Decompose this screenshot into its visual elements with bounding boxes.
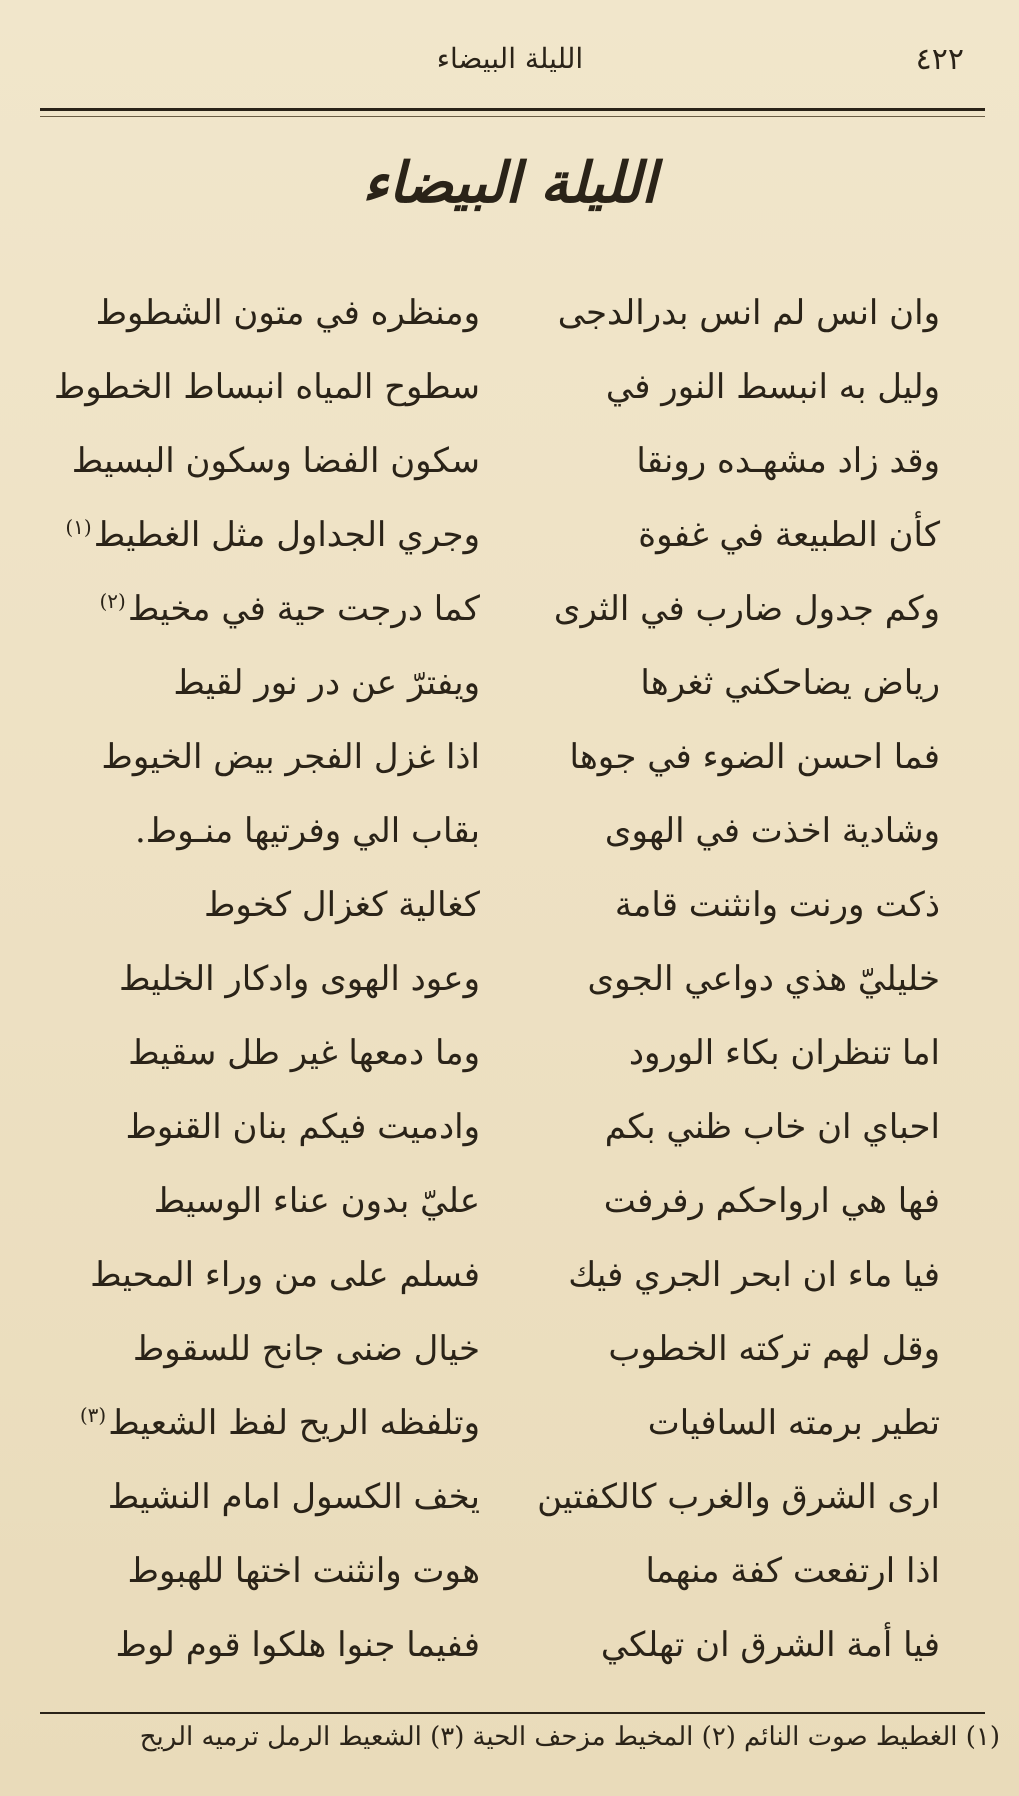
poem-body: [53, 276, 940, 1682]
verse-second-hemistich-text: عليّ بدون عناء الوسيط: [153, 1181, 480, 1221]
verse: [60, 942, 940, 1016]
footnotes: [10, 1722, 1000, 1752]
footnote: (٢) المخيط مزحف الحية: [472, 1722, 736, 1752]
verse-second-hemistich: [60, 424, 480, 498]
verse-second-hemistich: [60, 1460, 480, 1534]
verse-second-hemistich-text: سكون الفضا وسكون البسيط: [71, 441, 480, 481]
verse-second-hemistich-text: ففيما جنوا هلكوا قوم لوط: [115, 1625, 480, 1665]
verse: [60, 720, 940, 794]
verse-second-hemistich-text: وجري الجداول مثل الغطيط: [93, 515, 480, 555]
verse: [60, 1164, 940, 1238]
page-number: ٤٢٢: [915, 42, 964, 77]
verse: [60, 424, 940, 498]
verse-first-hemistich: وقد زاد مشهـده رونقا: [636, 441, 940, 481]
verse: [60, 1090, 940, 1164]
running-title: الليلة البيضاء: [436, 42, 584, 75]
verse-second-hemistich: [60, 1238, 480, 1312]
verse-first-hemistich: وليل به انبسط النور في: [605, 367, 940, 407]
verse-second-hemistich: [60, 1090, 480, 1164]
verse-second-hemistich: [60, 498, 480, 572]
verse-second-hemistich-text: بقاب الي وفرتيها منـوط.: [134, 811, 480, 851]
verse: [60, 794, 940, 868]
verse-second-hemistich-text: ويفترّ عن در نور لقيط: [173, 663, 480, 703]
verse-second-hemistich-text: ومنظره في متون الشطوط: [95, 293, 480, 333]
verse-second-hemistich: [60, 1608, 480, 1682]
running-head: [36, 42, 984, 82]
verse-second-hemistich-text: وعود الهوى وادكار الخليط: [118, 959, 480, 999]
verse-second-hemistich: [60, 794, 480, 868]
verse: [60, 276, 940, 350]
verse-first-hemistich: فيا أمة الشرق ان تهلكي: [600, 1625, 940, 1665]
verse-second-hemistich: [60, 1386, 480, 1460]
verse: [60, 1238, 940, 1312]
verse: [60, 572, 940, 646]
verse-first-hemistich: فيا ماء ان ابحر الجري فيك: [568, 1255, 940, 1295]
verse-second-hemistich-text: اذا غزل الفجر بيض الخيوط: [101, 737, 480, 777]
verse: [60, 1460, 940, 1534]
verse-second-hemistich-text: وتلفظه الريح لفظ الشعيط: [108, 1403, 480, 1443]
verse-first-hemistich: كأن الطبيعة في غفوة: [638, 515, 940, 555]
verse-second-hemistich: [53, 350, 480, 424]
poem-title: الليلة البيضاء: [362, 150, 657, 216]
verse-first-hemistich: اذا ارتفعت كفة منهما: [645, 1551, 940, 1591]
footnote: (٣) الشعيط الرمل ترميه الريح: [139, 1722, 465, 1752]
verse: [60, 1608, 940, 1682]
verse-second-hemistich: [60, 572, 480, 646]
verse-second-hemistich-text: كما درجت حية في مخيط: [127, 589, 480, 629]
verse: [53, 350, 940, 424]
verse-second-hemistich: [60, 1534, 480, 1608]
verse-first-hemistich: ذكت ورنت وانثنت قامة: [614, 885, 940, 925]
verse-second-hemistich: [60, 1312, 480, 1386]
verse-first-hemistich: تطير برمته السافيات: [647, 1403, 940, 1443]
verse-first-hemistich: وكم جدول ضارب في الثرى: [553, 589, 940, 629]
verse-second-hemistich-text: وما دمعها غير طل سقيط: [128, 1033, 480, 1073]
verse-first-hemistich: وان انس لم انس بدرالدجى: [557, 293, 940, 333]
verse-second-hemistich: [60, 942, 480, 1016]
verse-second-hemistich: [60, 1016, 480, 1090]
verse-first-hemistich: فما احسن الضوء في جوها: [569, 737, 940, 777]
verse-second-hemistich-text: خيال ضنى جانح للسقوط: [132, 1329, 480, 1369]
verse-second-hemistich-text: وادميت فيكم بنان القنوط: [125, 1107, 480, 1147]
verse-first-hemistich: احباي ان خاب ظني بكم: [604, 1107, 940, 1147]
verse-second-hemistich: [60, 1164, 480, 1238]
verse-second-hemistich: [60, 868, 480, 942]
footnote: (١) الغطيط صوت النائم: [743, 1722, 1000, 1752]
verse: [60, 646, 940, 720]
verse-second-hemistich-text: سطوح المياه انبساط الخطوط: [53, 367, 480, 407]
verse-second-hemistich: [60, 276, 480, 350]
verse-first-hemistich: وشادية اخذت في الهوى: [604, 811, 940, 851]
footnote-rule: [40, 1712, 985, 1714]
verse-first-hemistich: فها هي ارواحكم رفرفت: [603, 1181, 940, 1221]
verse-second-hemistich-text: فسلم على من وراء المحيط: [90, 1255, 480, 1295]
verse-first-hemistich: وقل لهم تركته الخطوب: [608, 1329, 940, 1369]
footnote-marker: (٢): [99, 588, 126, 613]
verse: [60, 1016, 940, 1090]
verse: [60, 498, 940, 572]
footnote-marker: (١): [65, 514, 92, 539]
verse-first-hemistich: اما تنظران بكاء الورود: [628, 1033, 940, 1073]
verse-second-hemistich: [60, 720, 480, 794]
verse-second-hemistich-text: يخف الكسول امام النشيط: [107, 1477, 480, 1517]
verse-second-hemistich-text: هوت وانثنت اختها للهبوط: [127, 1551, 480, 1591]
footnote-marker: (٣): [79, 1402, 107, 1427]
verse: [60, 1312, 940, 1386]
header-rule: [40, 108, 985, 111]
verse-first-hemistich: ارى الشرق والغرب كالكفتين: [537, 1477, 940, 1517]
verse: [60, 868, 940, 942]
verse-first-hemistich: خليليّ هذي دواعي الجوى: [587, 959, 940, 999]
verse-second-hemistich-text: كغالية كغزال كخوط: [203, 885, 480, 925]
verse: [60, 1534, 940, 1608]
verse-first-hemistich: رياض يضاحكني ثغرها: [640, 663, 940, 703]
verse-second-hemistich: [60, 646, 480, 720]
header-rule-thin: [40, 116, 985, 117]
verse: [60, 1386, 940, 1460]
